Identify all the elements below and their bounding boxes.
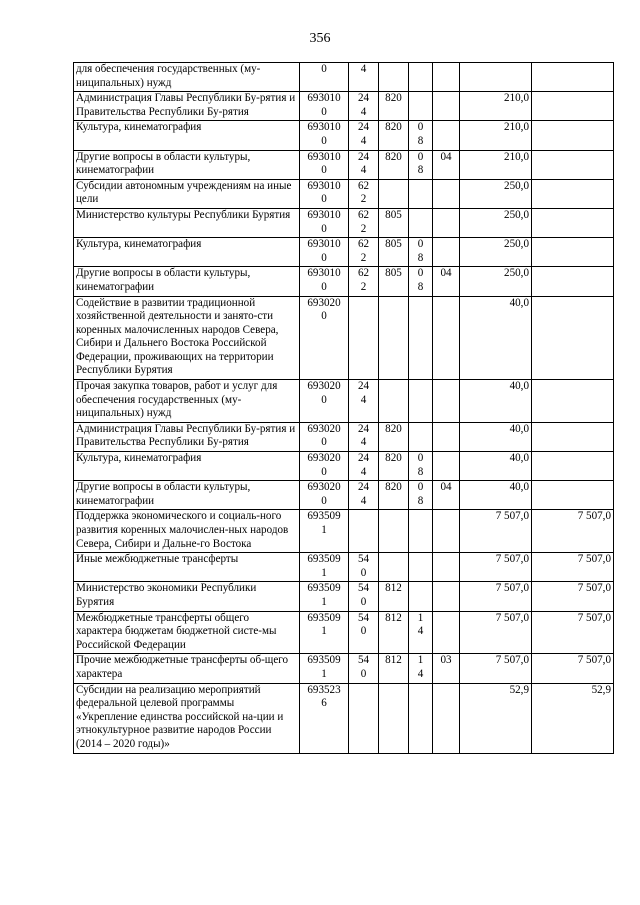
- row-name: Администрация Главы Республики Бу-рятия и Правительства Республики Бу-рятия: [74, 422, 300, 451]
- row-expense-type: 54 0: [349, 582, 379, 611]
- row-amount-total: 7 507,0: [460, 553, 532, 582]
- row-name: Культура, кинематография: [74, 238, 300, 267]
- row-ministry-code: [379, 296, 409, 380]
- row-ministry-code: 812: [379, 582, 409, 611]
- row-amount-federal: [532, 121, 614, 150]
- row-name: Министерство экономики Республики Бурятия: [74, 582, 300, 611]
- row-section: 0 8: [409, 121, 433, 150]
- row-ministry-code: 820: [379, 121, 409, 150]
- row-target-article: 693010 0: [300, 179, 349, 208]
- row-expense-type: 62 2: [349, 238, 379, 267]
- row-section: [409, 582, 433, 611]
- row-section: 0 8: [409, 481, 433, 510]
- row-section: 1 4: [409, 611, 433, 654]
- row-expense-type: [349, 296, 379, 380]
- table-row: [74, 150, 614, 179]
- row-target-article: 693020 0: [300, 481, 349, 510]
- row-amount-total: 210,0: [460, 121, 532, 150]
- row-target-article: 693020 0: [300, 422, 349, 451]
- row-ministry-code: 805: [379, 238, 409, 267]
- row-target-article: 693523 6: [300, 683, 349, 753]
- row-expense-type: 54 0: [349, 654, 379, 683]
- row-amount-federal: [532, 380, 614, 423]
- table-row: [74, 611, 614, 654]
- row-subsection: [433, 422, 460, 451]
- row-expense-type: 24 4: [349, 92, 379, 121]
- row-expense-type: 24 4: [349, 422, 379, 451]
- row-target-article: 693020 0: [300, 296, 349, 380]
- row-name: Субсидии автономным учреждениям на иные цели: [74, 179, 300, 208]
- row-ministry-code: 820: [379, 150, 409, 179]
- row-amount-total: [460, 63, 532, 92]
- row-subsection: [433, 121, 460, 150]
- row-target-article: 693020 0: [300, 380, 349, 423]
- row-name: Культура, кинематография: [74, 452, 300, 481]
- row-amount-federal: [532, 63, 614, 92]
- table-row: [74, 380, 614, 423]
- row-expense-type: 62 2: [349, 179, 379, 208]
- row-target-article: 693509 1: [300, 611, 349, 654]
- row-subsection: [433, 683, 460, 753]
- row-ministry-code: [379, 63, 409, 92]
- row-ministry-code: [379, 179, 409, 208]
- table-row: [74, 267, 614, 296]
- row-amount-federal: [532, 267, 614, 296]
- row-subsection: [433, 63, 460, 92]
- row-amount-total: 210,0: [460, 92, 532, 121]
- row-amount-total: 210,0: [460, 150, 532, 179]
- row-amount-federal: [532, 422, 614, 451]
- row-ministry-code: 812: [379, 611, 409, 654]
- row-subsection: [433, 179, 460, 208]
- row-amount-total: 250,0: [460, 179, 532, 208]
- table-row: [74, 683, 614, 753]
- table-row: [74, 179, 614, 208]
- row-ministry-code: 820: [379, 481, 409, 510]
- row-target-article: 693509 1: [300, 510, 349, 553]
- row-expense-type: [349, 510, 379, 553]
- row-subsection: [433, 510, 460, 553]
- table-row: [74, 553, 614, 582]
- row-target-article: 693509 1: [300, 553, 349, 582]
- row-subsection: [433, 380, 460, 423]
- row-expense-type: 62 2: [349, 267, 379, 296]
- row-target-article: 693010 0: [300, 267, 349, 296]
- row-ministry-code: [379, 380, 409, 423]
- row-expense-type: 24 4: [349, 380, 379, 423]
- table-row: [74, 582, 614, 611]
- row-amount-total: 7 507,0: [460, 611, 532, 654]
- row-amount-total: 40,0: [460, 380, 532, 423]
- row-amount-total: 40,0: [460, 296, 532, 380]
- row-subsection: [433, 92, 460, 121]
- row-amount-federal: 7 507,0: [532, 510, 614, 553]
- row-section: [409, 92, 433, 121]
- row-section: 1 4: [409, 654, 433, 683]
- row-target-article: 0: [300, 63, 349, 92]
- row-section: 0 8: [409, 267, 433, 296]
- row-amount-total: 40,0: [460, 452, 532, 481]
- row-subsection: 04: [433, 267, 460, 296]
- row-ministry-code: 805: [379, 267, 409, 296]
- row-subsection: [433, 208, 460, 237]
- row-amount-federal: [532, 208, 614, 237]
- row-subsection: [433, 553, 460, 582]
- page-number: 356: [309, 31, 331, 46]
- row-subsection: 04: [433, 150, 460, 179]
- row-ministry-code: 812: [379, 654, 409, 683]
- row-section: [409, 380, 433, 423]
- row-subsection: [433, 582, 460, 611]
- row-name: Культура, кинематография: [74, 121, 300, 150]
- row-amount-total: 52,9: [460, 683, 532, 753]
- budget-table: [73, 62, 614, 754]
- row-name: Межбюджетные трансферты общего характера бюджетам бюджетной систе-мы Российской Федерации: [74, 611, 300, 654]
- row-ministry-code: 820: [379, 422, 409, 451]
- row-name: Содействие в развитии традиционной хозяйственной деятельности и занято-сти коренных малочисленных народов Севера, Сибири и Дальнего Востока Российской Федерации, проживающих на территории Республики Бурятия: [74, 296, 300, 380]
- row-expense-type: 24 4: [349, 481, 379, 510]
- row-target-article: 693509 1: [300, 654, 349, 683]
- row-name: Иные межбюджетные трансферты: [74, 553, 300, 582]
- table-row: [74, 121, 614, 150]
- row-section: [409, 510, 433, 553]
- row-name: Другие вопросы в области культуры, кинематографии: [74, 481, 300, 510]
- row-amount-federal: 7 507,0: [532, 654, 614, 683]
- table-row: [74, 452, 614, 481]
- row-amount-total: 7 507,0: [460, 654, 532, 683]
- row-amount-federal: [532, 179, 614, 208]
- row-target-article: 693010 0: [300, 150, 349, 179]
- row-ministry-code: [379, 553, 409, 582]
- table-row: [74, 481, 614, 510]
- row-amount-federal: [532, 296, 614, 380]
- row-section: 0 8: [409, 238, 433, 267]
- table-row: [74, 63, 614, 92]
- row-section: 0 8: [409, 452, 433, 481]
- row-subsection: [433, 238, 460, 267]
- row-section: [409, 179, 433, 208]
- row-expense-type: [349, 683, 379, 753]
- row-target-article: 693010 0: [300, 208, 349, 237]
- row-ministry-code: 820: [379, 452, 409, 481]
- row-expense-type: 4: [349, 63, 379, 92]
- row-amount-federal: 52,9: [532, 683, 614, 753]
- row-amount-total: 40,0: [460, 422, 532, 451]
- row-target-article: 693010 0: [300, 238, 349, 267]
- row-section: 0 8: [409, 150, 433, 179]
- row-expense-type: 24 4: [349, 121, 379, 150]
- row-amount-total: 250,0: [460, 238, 532, 267]
- row-target-article: 693010 0: [300, 121, 349, 150]
- row-amount-total: 250,0: [460, 208, 532, 237]
- row-name: Другие вопросы в области культуры, кинематографии: [74, 267, 300, 296]
- table-row: [74, 422, 614, 451]
- row-amount-federal: [532, 452, 614, 481]
- row-section: [409, 63, 433, 92]
- row-subsection: [433, 452, 460, 481]
- row-expense-type: 62 2: [349, 208, 379, 237]
- row-name: Министерство культуры Республики Бурятия: [74, 208, 300, 237]
- row-amount-federal: [532, 92, 614, 121]
- row-subsection: [433, 296, 460, 380]
- table-row: [74, 208, 614, 237]
- row-amount-total: 40,0: [460, 481, 532, 510]
- row-subsection: [433, 611, 460, 654]
- row-name: Прочая закупка товаров, работ и услуг для обеспечения государственных (му-ниципальных) нужд: [74, 380, 300, 423]
- table-row: [74, 238, 614, 267]
- row-amount-federal: 7 507,0: [532, 582, 614, 611]
- table-body: [74, 63, 614, 754]
- row-subsection: 04: [433, 481, 460, 510]
- table-row: [74, 92, 614, 121]
- row-section: [409, 296, 433, 380]
- table-row: [74, 654, 614, 683]
- row-expense-type: 54 0: [349, 553, 379, 582]
- row-expense-type: 24 4: [349, 150, 379, 179]
- row-ministry-code: [379, 510, 409, 553]
- row-ministry-code: [379, 683, 409, 753]
- row-section: [409, 422, 433, 451]
- table-row: [74, 296, 614, 380]
- row-section: [409, 683, 433, 753]
- row-amount-federal: [532, 238, 614, 267]
- row-name: Субсидии на реализацию мероприятий федеральной целевой программы «Укрепление единства российской на-ции и этнокультурное развитие народов России (2014 – 2020 годы)»: [74, 683, 300, 753]
- row-name: Прочие межбюджетные трансферты об-щего характера: [74, 654, 300, 683]
- row-target-article: 693020 0: [300, 452, 349, 481]
- row-name: Администрация Главы Республики Бу-рятия и Правительства Республики Бу-рятия: [74, 92, 300, 121]
- row-expense-type: 54 0: [349, 611, 379, 654]
- row-ministry-code: 805: [379, 208, 409, 237]
- row-name: для обеспечения государственных (му-ниципальных) нужд: [74, 63, 300, 92]
- row-amount-federal: 7 507,0: [532, 553, 614, 582]
- row-target-article: 693010 0: [300, 92, 349, 121]
- row-amount-federal: 7 507,0: [532, 611, 614, 654]
- row-amount-federal: [532, 481, 614, 510]
- row-section: [409, 553, 433, 582]
- row-target-article: 693509 1: [300, 582, 349, 611]
- row-section: [409, 208, 433, 237]
- row-amount-total: 7 507,0: [460, 510, 532, 553]
- row-amount-total: 250,0: [460, 267, 532, 296]
- row-amount-total: 7 507,0: [460, 582, 532, 611]
- row-name: Поддержка экономического и социаль-ного развития коренных малочислен-ных народов Севера, Сибири и Дальне-го Востока: [74, 510, 300, 553]
- row-subsection: 03: [433, 654, 460, 683]
- row-amount-federal: [532, 150, 614, 179]
- row-ministry-code: 820: [379, 92, 409, 121]
- row-name: Другие вопросы в области культуры, кинематографии: [74, 150, 300, 179]
- row-expense-type: 24 4: [349, 452, 379, 481]
- table-row: [74, 510, 614, 553]
